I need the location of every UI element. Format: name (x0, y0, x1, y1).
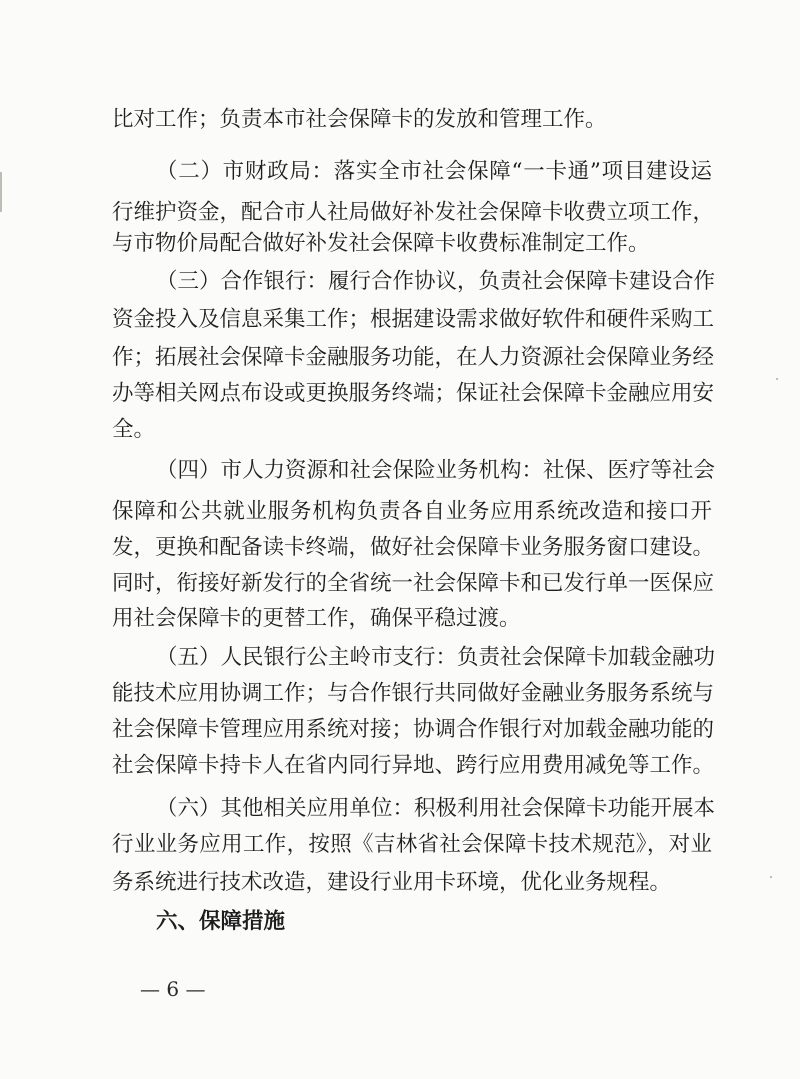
text-line: 发，更换和配备读卡终端，做好社会保障卡业务服务窗口建设。 (112, 535, 715, 560)
text-line: 比对工作；负责本市社会保障卡的发放和管理工作。 (112, 107, 607, 132)
text-line: 行业业务应用工作，按照《吉林省社会保障卡技术规范》，对业 (112, 832, 712, 857)
text-line: （三）合作银行：履行合作协议，负责社会保障卡建设合作 (156, 269, 716, 294)
page-number: — 6 — (140, 977, 206, 1001)
section-heading: 六、保障措施 (156, 909, 286, 934)
text-line: 能技术应用协调工作；与合作银行共同做好金融业务服务系统与 (112, 681, 715, 706)
text-line: 全。 (112, 417, 156, 442)
text-line: 社会保障卡持卡人在省内同行异地、跨行应用费用减免等工作。 (112, 753, 715, 778)
text-line: 资金投入及信息采集工作；根据建设需求做好软件和硬件采购工 (112, 307, 715, 332)
scan-speck (776, 378, 778, 380)
scan-speck (770, 876, 772, 878)
scan-edge-mark (0, 172, 2, 212)
text-line: 同时，衔接好新发行的全省统一社会保障卡和已发行单一医保应 (112, 571, 715, 596)
text-line: 用社会保障卡的更替工作，确保平稳过渡。 (112, 606, 521, 631)
text-line: 保障和公共就业服务机构负责各自业务应用系统改造和接口开 (112, 499, 712, 524)
text-line: 与市物价局配合做好补发社会保障卡收费标准制定工作。 (112, 231, 650, 256)
text-line: 行维护资金，配合市人社局做好补发社会保障卡收费立项工作， (112, 200, 715, 225)
text-line: 务系统进行技术改造，建设行业用卡环境，优化业务规程。 (112, 870, 672, 895)
text-line: （二）市财政局：落实全市社会保障“一卡通”项目建设运 (156, 159, 712, 184)
text-line: 作；拓展社会保障卡金融服务功能，在人力资源社会保障业务经 (112, 345, 715, 370)
text-line: （六）其他相关应用单位：积极利用社会保障卡功能开展本 (156, 796, 716, 821)
text-line: 社会保障卡管理应用系统对接；协调合作银行对加载金融功能的 (112, 717, 715, 742)
text-line: （五）人民银行公主岭市支行：负责社会保障卡加载金融功 (156, 645, 716, 670)
text-line: 办等相关网点布设或更换服务终端；保证社会保障卡金融应用安 (112, 381, 715, 406)
text-line: （四）市人力资源和社会保险业务机构：社保、医疗等社会 (156, 458, 716, 483)
